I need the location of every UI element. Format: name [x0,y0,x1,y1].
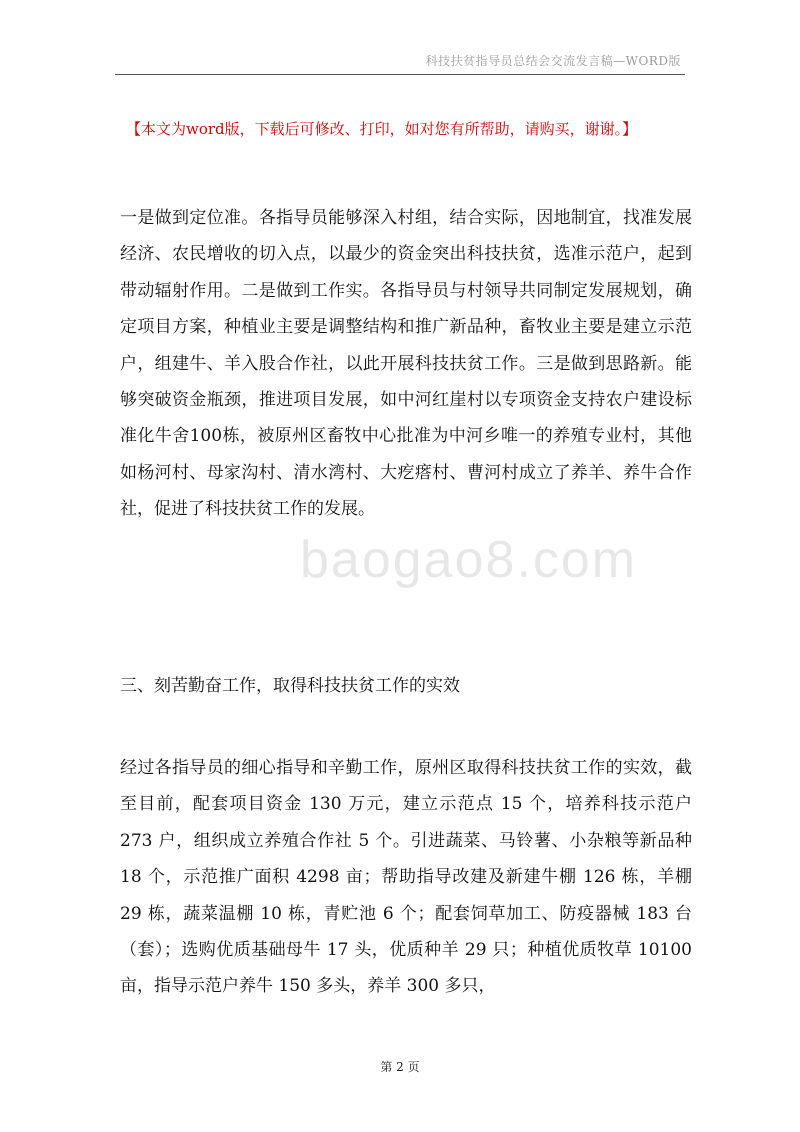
body-paragraph-1: 一是做到定位准。各指导员能够深入村组，结合实际，因地制宜，找准发展经济、农民增收的切入点，以最少的资金突出科技扶贫，选准示范户，起到带动辐射作用。二是做到工作实。各指导员与村领导共同制定发展规划，确定项目方案，种植业主要是调整结构和推广新品种，畜牧业主要是建立示范户，组建牛、羊入股合作社，以此开展科技扶贫工作。三是做到思路新。能够突破资金瓶颈，推进项目发展，如中河红崖村以专项资金支持农户建设标准化牛舍100栋，被原州区畜牧中心批准为中河乡唯一的养殖专业村，其他如杨河村、母家沟村、清水湾村、大疙瘩村、曹河村成立了养羊、养牛合作社，促进了科技扶贫工作的发展。 [120,208,692,520]
document-header-title: 科技扶贫指导员总结会交流发言稿—WORD版 [425,54,681,68]
purchase-notice: 【本文为word版，下载后可修改、打印，如对您有所帮助，请购买，谢谢。】 [126,120,638,138]
section-heading: 三、刻苦勤奋工作，取得科技扶贫工作的实效 [120,676,460,696]
header-divider [115,74,685,75]
site-watermark: baogao8.com [300,531,638,589]
page-number: 第 2 页 [380,1060,420,1074]
body-paragraph-2: 经过各指导员的细心指导和辛勤工作，原州区取得科技扶贫工作的实效，截至目前，配套项目资金 130 万元，建立示范点 15 个，培养科技示范户 273 户，组织成立养殖合作社 5 个。引进蔬菜、马铃薯、小杂粮等新品种 18 个，示范推广面积 4298 亩；帮助指导改建及新建牛棚 126 栋，羊棚 29 栋，蔬菜温棚 10 栋，青贮池 6 个；配套饲草加工、防疫器械 183 台（套）；选购优质基础母牛 17 头，优质种羊 29 只；种植优质牧草 10100 亩，指导示范户养牛 150 多头，养羊 300 多只， [120,758,692,997]
